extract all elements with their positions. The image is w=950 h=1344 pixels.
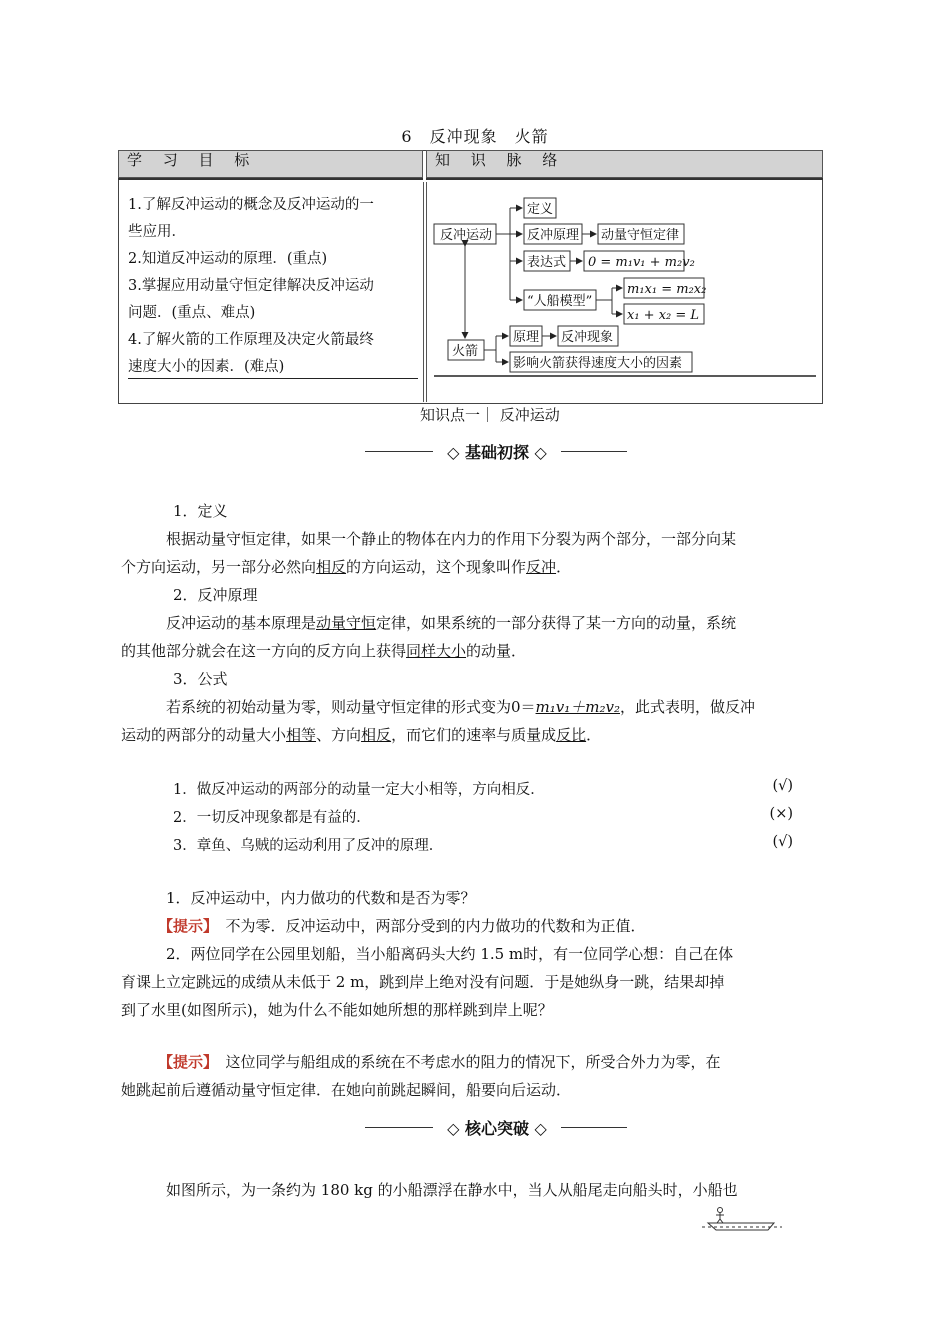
r-phenomenon: 反冲现象 <box>561 330 614 345</box>
learning-goals <box>128 192 418 381</box>
expr-label: 表达式 <box>527 255 567 270</box>
banner-rule-left <box>365 1127 433 1128</box>
question-2-line: 2．两位同学在公园里划船，当小船离码头大约 1.5 m时，有一位同学心想：自己在体 <box>166 945 734 963</box>
goal-line: 1.了解反冲运动的概念及反冲运动的一 <box>128 197 374 213</box>
goal-line: 3.掌握应用动量守恒定律解决反冲运动 <box>128 278 374 294</box>
question-2-line: 育课上立定跳远的成绩从未低于 2 m，跳到岸上绝对没有问题．于是她纵身一跳，结果却掉 <box>121 973 725 991</box>
para-line: 反冲运动的基本原理是动量守恒定律，如果系统的一部分获得了某一方向的动量，系统 <box>166 614 737 632</box>
para-line: 若系统的初始动量为零，则动量守恒定律的形式变为0＝m₁v₁＋m₂v₂，此式表明，做反冲 <box>166 698 756 716</box>
heading-formula: 3．公式 <box>173 670 228 688</box>
banner-basics <box>365 440 627 462</box>
root2-label: 火箭 <box>452 344 479 359</box>
expr-formula: 0 = m₁v₁ + m₂v₂ <box>588 255 695 270</box>
banner-rule-left <box>365 451 433 452</box>
judge-item: 1．做反冲运动的两部分的动量一定大小相等，方向相反． (√) <box>173 778 793 798</box>
goal-line: 速度大小的因素．(难点) <box>128 359 285 375</box>
r-principle: 原理 <box>513 330 540 345</box>
banner-core <box>365 1116 627 1138</box>
goals-header: 学 习 目 标 <box>118 150 423 178</box>
law-label: 动量守恒定律 <box>601 228 680 243</box>
para-line: 的其他部分就会在这一方向的反方向上获得同样大小的动量． <box>121 642 527 660</box>
principle-label: 反冲原理 <box>527 228 580 243</box>
boat-figure <box>700 1206 784 1234</box>
tip-2-line: 她跳起前后遵循动量守恒定律．在她向前跳起瞬间，船要向后运动． <box>121 1081 572 1099</box>
banner-rule-right <box>561 1127 627 1128</box>
banner-core-text: ◇ 核心突破 ◇ <box>447 1119 547 1138</box>
heading-principle: 2．反冲原理 <box>173 586 258 604</box>
page-title: 6 反冲现象 火箭 <box>401 127 549 146</box>
r-factor: 影响火箭获得速度大小的因素 <box>513 356 683 371</box>
tip-1: 【提示】 不为零．反冲运动中，两部分受到的内力做功的代数和为正值． <box>158 917 646 935</box>
banner-rule-right <box>561 451 627 452</box>
para-line: 根据动量守恒定律，如果一个静止的物体在内力的作用下分裂为两个部分，一部分向某 <box>166 530 737 548</box>
para-line: 如图所示，为一条约为 180 kg 的小船漂浮在静水中，当人从船尾走向船头时，小船也 <box>166 1181 738 1199</box>
header-rule <box>118 178 423 180</box>
banner-basics-text: ◇ 基础初探 ◇ <box>447 443 547 462</box>
goal-line: 问题．(重点、难点) <box>128 305 256 321</box>
judge-item: 2．一切反冲现象都是有益的． (×) <box>173 806 793 826</box>
goals-bottom-rule <box>128 378 418 379</box>
heading-definition: 1．定义 <box>173 502 228 520</box>
section-definition <box>121 497 818 749</box>
question-2-line: 到了水里(如图所示)，她为什么不能如她所想的那样跳到岸上呢？ <box>121 1001 553 1019</box>
model-label: “人船模型” <box>527 294 593 309</box>
def-label: 定义 <box>527 202 554 217</box>
root1-label: 反冲运动 <box>440 228 493 243</box>
goal-line: 4.了解火箭的工作原理及决定火箭最终 <box>128 332 374 348</box>
header-rule <box>426 178 823 180</box>
judge-item: 3．章鱼、乌贼的运动利用了反冲的原理． (√) <box>173 834 793 854</box>
last-paragraph <box>128 1176 818 1204</box>
goal-line: 2.知道反冲运动的原理．(重点) <box>128 251 328 267</box>
para-line: 个方向运动，另一部分必然向相反的方向运动，这个现象叫作反冲． <box>121 558 572 576</box>
goal-line: 些应用． <box>128 224 186 240</box>
context-header: 知 识 脉 络 <box>426 150 823 178</box>
tip-2-line: 【提示】 这位同学与船组成的系统在不考虑水的阻力的情况下，所受合外力为零，在 <box>158 1053 721 1071</box>
section-label: 知识点一｜ 反冲运动 <box>420 406 560 424</box>
section-questions <box>121 884 818 1024</box>
para-line: 运动的两部分的动量大小相等、方向相反，而它们的速率与质量成反比． <box>121 726 602 744</box>
model-f1: m₁x₁ = m₂x₂ <box>627 282 707 297</box>
model-f2: x₁ + x₂ = L <box>627 308 700 323</box>
knowledge-diagram <box>426 182 823 402</box>
tip-2 <box>121 1048 818 1104</box>
question-1: 1．反冲运动中，内力做功的代数和是否为零？ <box>166 889 476 907</box>
